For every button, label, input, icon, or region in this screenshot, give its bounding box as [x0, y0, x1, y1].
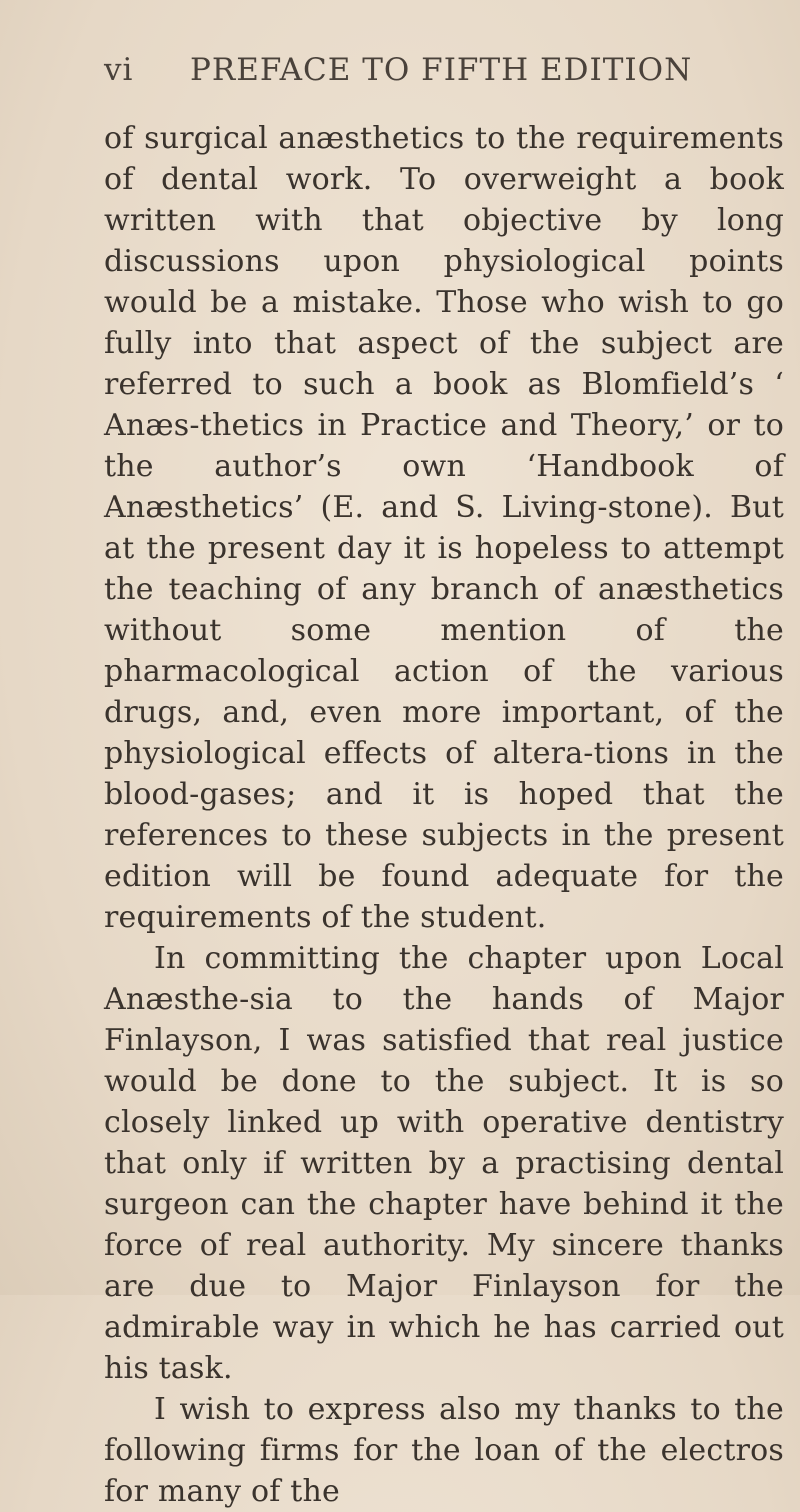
body-text	[104, 118, 784, 1512]
running-title: PREFACE TO FIFTH EDITION	[190, 52, 693, 88]
paragraph-thanks: I wish to express also my thanks to the following firms for the loan of the electros for many of the	[104, 1392, 784, 1509]
paragraph-continued: of surgical anæsthetics to the requirements of dental work. To overweight a book written with that objective by long discussions upon physiological points would be a mistake. Those who wish to go fully into that aspect of the subject are referred to such a book as Blomfield’s ‘ Anæs-thetics in Practice and Theory,’ or to the author’s own ‘Handbook of Anæsthetics’ (E. and S. Living-stone). But at the present day it is hopeless to attempt the teaching of any branch of anæsthetics without some mention of the pharmacological action of the various drugs, and, even more important, of the physiological effects of altera-tions in the blood-gases; and it is hoped that the references to these subjects in the present edition will be found adequate for the requirements of the student.	[104, 121, 784, 935]
running-head	[104, 52, 794, 100]
paragraph-local-anaesthesia: In committing the chapter upon Local Anæsthe-sia to the hands of Major Finlayson, I was satisfied that real justice would be done to the subject. It is so closely linked up with operative dentistry that only if written by a practising dental surgeon can the chapter have behind it the force of real authority. My sincere thanks are due to Major Finlayson for the admirable way in which he has carried out his task.	[104, 941, 784, 1386]
page-number: vi	[104, 52, 134, 88]
